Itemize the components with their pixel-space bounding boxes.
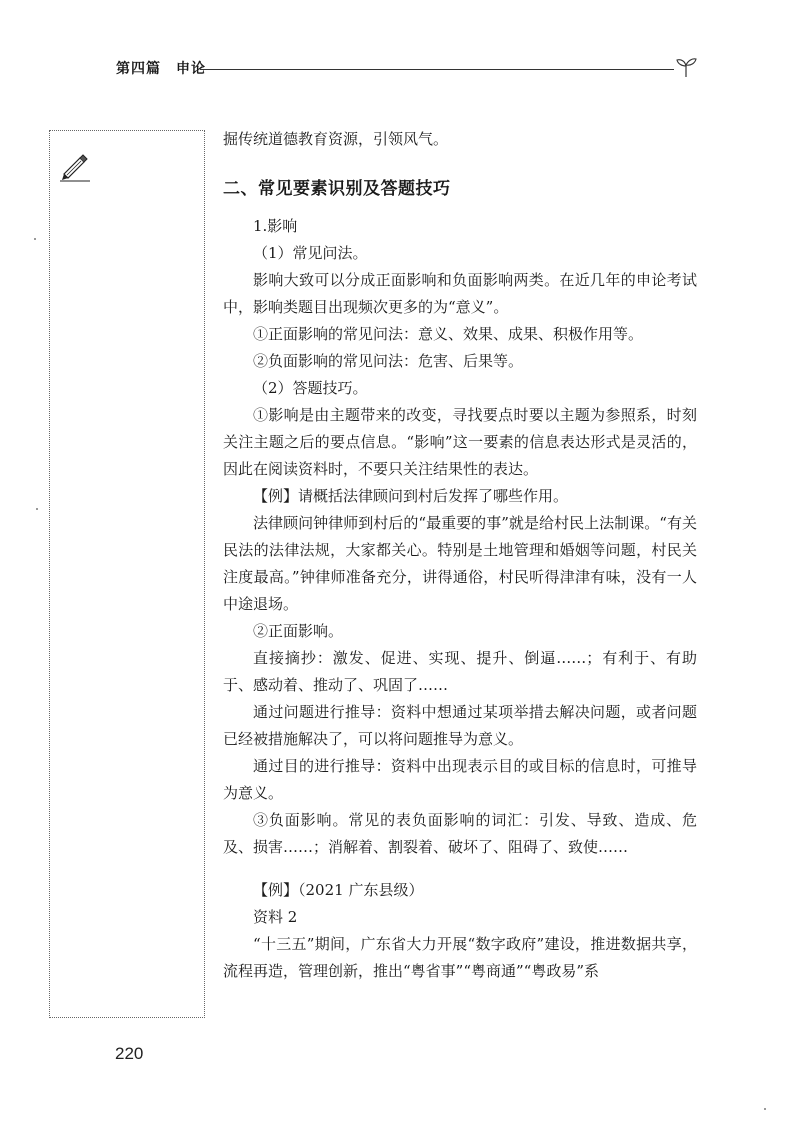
material-text: “十三五”期间，广东省大力开展“数字政府”建设，推进数据共享，流程再造，管理创新，推出“粤省事”“粤商通”“粤政易”系 — [223, 935, 697, 980]
scan-speck — [34, 238, 36, 240]
header-rule — [200, 69, 674, 70]
section-heading: 二、常见要素识别及答题技巧 — [223, 179, 451, 199]
example-question: 【例】请概括法律顾问到村后发挥了哪些作用。 — [253, 487, 569, 505]
scan-speck — [764, 1108, 766, 1110]
material-label: 资料 2 — [253, 908, 298, 926]
pen-note-icon — [58, 148, 92, 182]
paragraph: 通过问题进行推导：资料中想通过某项举措去解决问题，或者问题已经被措施解决了，可以将问题推导为意义。 — [223, 703, 697, 748]
main-content — [223, 126, 697, 985]
paragraph: 直接摘抄：激发、促进、实现、提升、倒逼……；有利于、有助于、感动着、推动了、巩固了…… — [223, 649, 697, 694]
paragraph: ③负面影响。常见的表负面影响的词汇：引发、导致、造成、危及、损害……；消解着、割裂着、破坏了、阻碍了、致使…… — [223, 811, 697, 856]
paragraph: ①正面影响的常见问法：意义、效果、成果、积极作用等。 — [253, 325, 644, 343]
paragraph: ②负面影响的常见问法：危害、后果等。 — [253, 352, 524, 370]
margin-notes-box — [49, 130, 205, 1018]
paragraph: ①影响是由主题带来的改变，寻找要点时要以主题为参照系，时刻关注主题之后的要点信息。“影响”这一要素的信息表达形式是灵活的，因此在阅读资料时，不要只关注结果性的表达。 — [223, 406, 697, 478]
running-header — [116, 55, 696, 79]
paragraph: 影响大致可以分成正面影响和负面影响两类。在近几年的申论考试中，影响类题目出现频次更多的为“意义”。 — [223, 271, 697, 316]
subheading-influence: 1.影响 — [253, 217, 298, 235]
subsection-common-questions: （1）常见问法。 — [253, 244, 368, 262]
example-title: 【例】（2021 广东县级） — [253, 881, 424, 899]
sprout-icon — [674, 55, 698, 79]
paragraph: ②正面影响。 — [253, 622, 344, 640]
continuation-text: 掘传统道德教育资源，引领风气。 — [223, 130, 449, 148]
subsection-answer-tips: （2）答题技巧。 — [253, 379, 368, 397]
spacer — [223, 861, 697, 877]
paragraph: 法律顾问钟律师到村后的“最重要的事”就是给村民上法制课。“有关民法的法律法规，大家都关心。特别是土地管理和婚姻等问题，村民关注度最高。”钟律师准备充分，讲得通俗，村民听得津津有味，没有一人中途退场。 — [223, 514, 697, 613]
scan-speck — [36, 508, 38, 510]
section-title: 第四篇 申论 — [116, 61, 206, 77]
paragraph: 通过目的进行推导：资料中出现表示目的或目标的信息时，可推导为意义。 — [223, 757, 697, 802]
page-number: 220 — [115, 1044, 144, 1063]
